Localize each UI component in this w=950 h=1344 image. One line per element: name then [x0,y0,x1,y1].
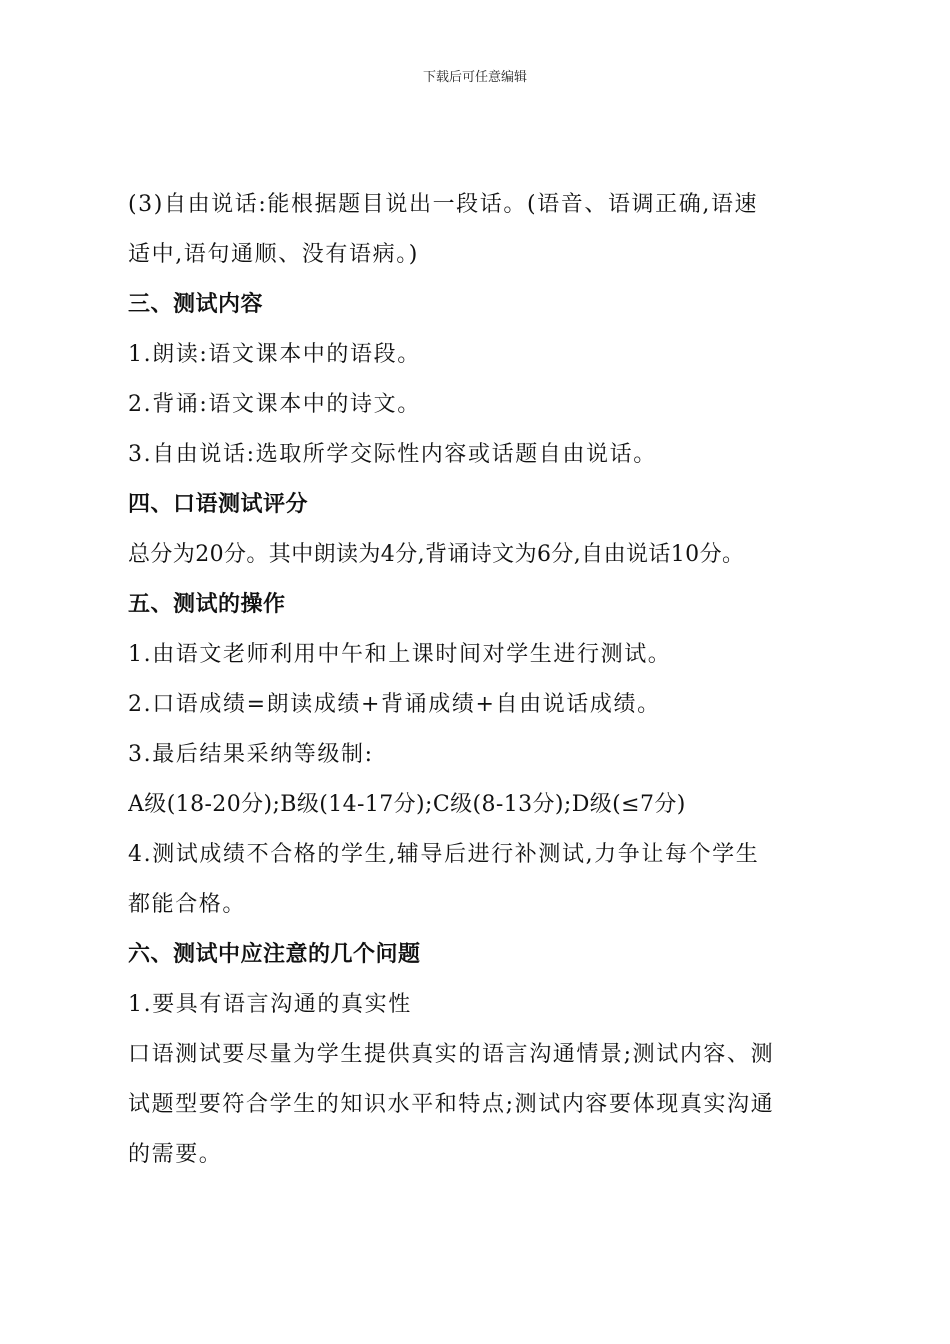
paragraph-line: 总分为20分。其中朗读为4分,背诵诗文为6分,自由说话10分。 [128,542,745,567]
list-item: 3.最后结果采纳等级制: [128,742,374,767]
document-body [128,180,850,1180]
list-item: 4.测试成绩不合格的学生,辅导后进行补测试,力争让每个学生 [128,842,760,867]
section-heading-notes: 六、测试中应注意的几个问题 [128,942,421,967]
list-item: 3.自由说话:选取所学交际性内容或话题自由说话。 [128,442,657,467]
paragraph-line: 口语测试要尽量为学生提供真实的语言沟通情景;测试内容、测 [128,1042,775,1067]
paragraph-line: 试题型要符合学生的知识水平和特点;测试内容要体现真实沟通 [128,1092,775,1117]
list-item: 1.朗读:语文课本中的语段。 [128,342,421,367]
paragraph-line: 都能合格。 [128,892,247,917]
section-heading-test-content: 三、测试内容 [128,292,264,317]
list-item: 1.由语文老师利用中午和上课时间对学生进行测试。 [128,642,672,667]
section-heading-scoring: 四、口语测试评分 [128,492,309,517]
grade-scale-line: A级(18-20分);B级(14-17分);C级(8-13分);D级(≤7分) [128,792,686,817]
paragraph-line: 的需要。 [128,1142,223,1167]
paragraph-line: 适中,语句通顺、没有语病。) [128,242,419,267]
list-item: 2.口语成绩=朗读成绩+背诵成绩+自由说话成绩。 [128,692,661,717]
page-header-note: 下载后可任意编辑 [422,70,527,85]
section-heading-operation: 五、测试的操作 [128,592,286,617]
list-item: 2.背诵:语文课本中的诗文。 [128,392,421,417]
paragraph-line: (3)自由说话:能根据题目说出一段话。(语音、语调正确,语速 [128,192,759,217]
list-item: 1.要具有语言沟通的真实性 [128,992,412,1017]
